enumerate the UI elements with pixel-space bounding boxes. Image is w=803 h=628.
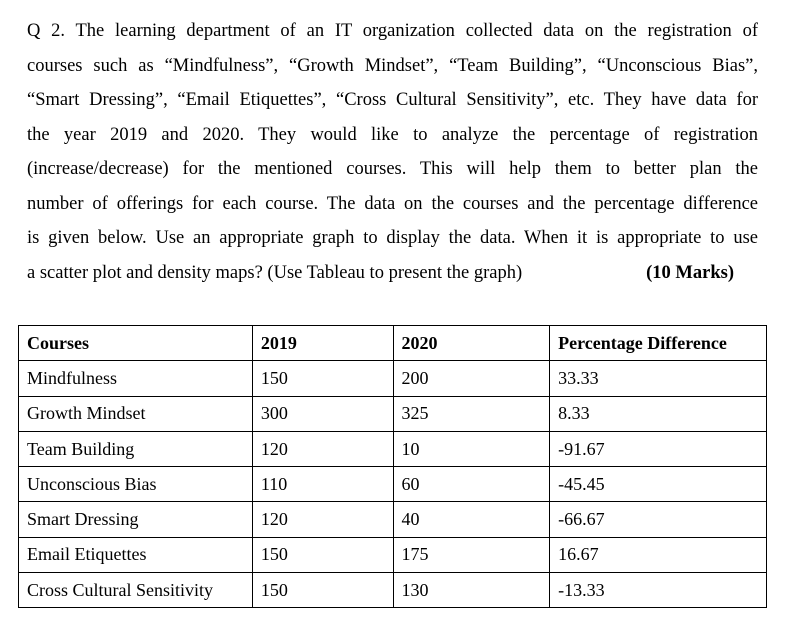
cell-2019: 120 <box>252 431 393 466</box>
cell-course: Growth Mindset <box>19 396 253 431</box>
table-header-row <box>19 326 767 361</box>
question-line: courses such as “Mindfulness”, “Growth Mindset”, “Team Building”, “Unconscious Bias”, <box>27 55 758 76</box>
header-courses: Courses <box>19 326 253 361</box>
table-row <box>19 537 767 572</box>
cell-2020: 60 <box>393 467 550 502</box>
cell-percentage: -13.33 <box>550 573 767 608</box>
question-line: number of offerings for each course. The data on the courses and the percentage difference <box>27 193 758 214</box>
course-registration-table <box>18 325 767 608</box>
cell-2020: 40 <box>393 502 550 537</box>
cell-2019: 110 <box>252 467 393 502</box>
cell-course: Team Building <box>19 431 253 466</box>
cell-2020: 130 <box>393 573 550 608</box>
question-line: (increase/decrease) for the mentioned courses. This will help them to better plan the <box>27 159 758 179</box>
cell-2020: 175 <box>393 537 550 572</box>
cell-percentage: -66.67 <box>550 502 767 537</box>
header-2020: 2020 <box>393 326 550 361</box>
header-percentage-difference: Percentage Difference <box>550 326 767 361</box>
table-row <box>19 396 767 431</box>
cell-2020: 200 <box>393 361 550 396</box>
table-row <box>19 502 767 537</box>
cell-2019: 150 <box>252 361 393 396</box>
question-line: “Smart Dressing”, “Email Etiquettes”, “Cross Cultural Sensitivity”, etc. They have data for <box>27 90 758 110</box>
cell-percentage: -45.45 <box>550 467 767 502</box>
cell-2020: 10 <box>393 431 550 466</box>
table-row <box>19 573 767 608</box>
cell-2019: 120 <box>252 502 393 537</box>
question-text <box>27 14 758 290</box>
question-line: is given below. Use an appropriate graph to display the data. When it is appropriate to use <box>27 228 758 248</box>
cell-percentage: 16.67 <box>550 537 767 572</box>
cell-2020: 325 <box>393 396 550 431</box>
table-row <box>19 431 767 466</box>
cell-percentage: 33.33 <box>550 361 767 396</box>
cell-2019: 150 <box>252 573 393 608</box>
table-row <box>19 361 767 396</box>
cell-percentage: -91.67 <box>550 431 767 466</box>
question-line: the year 2019 and 2020. They would like to analyze the percentage of registration <box>27 124 758 145</box>
cell-course: Unconscious Bias <box>19 467 253 502</box>
cell-course: Mindfulness <box>19 361 253 396</box>
marks-label: (10 Marks) <box>646 262 734 283</box>
cell-course: Smart Dressing <box>19 502 253 537</box>
question-last-line <box>27 256 734 291</box>
table-row <box>19 467 767 502</box>
cell-2019: 300 <box>252 396 393 431</box>
cell-course: Cross Cultural Sensitivity <box>19 573 253 608</box>
header-2019: 2019 <box>252 326 393 361</box>
cell-percentage: 8.33 <box>550 396 767 431</box>
cell-course: Email Etiquettes <box>19 537 253 572</box>
cell-2019: 150 <box>252 537 393 572</box>
question-line: a scatter plot and density maps? (Use Tableau to present the graph) <box>27 262 523 283</box>
question-line: Q 2. The learning department of an IT organization collected data on the registration of <box>27 21 758 41</box>
